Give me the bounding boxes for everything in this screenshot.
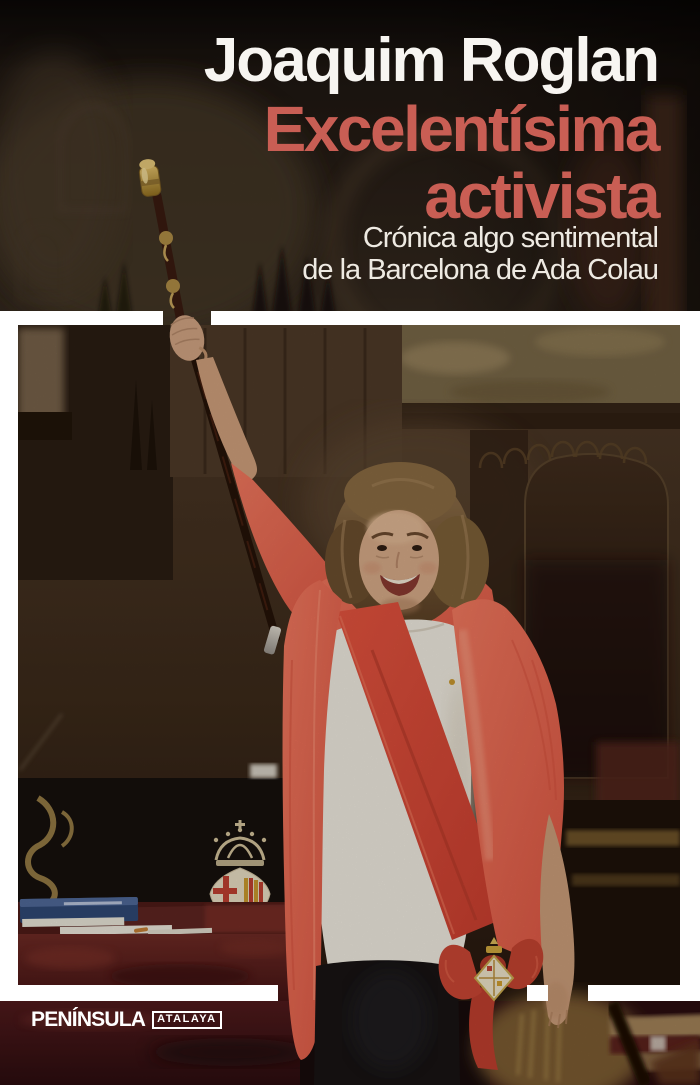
title-line-2: activista	[424, 159, 658, 232]
book-subtitle	[302, 223, 658, 287]
publisher-name: PENÍNSULA	[31, 1008, 146, 1031]
publisher-logo	[31, 1008, 222, 1032]
title-line-1: Excelentísima	[263, 93, 658, 165]
subtitle-line-2: de la Barcelona de Ada Colau	[302, 253, 658, 286]
frame-right-strip	[680, 311, 700, 1001]
subtitle-line-1: Crónica algo sentimental	[362, 222, 658, 254]
author-name: Joaquim Roglan	[203, 26, 658, 95]
frame-left-strip	[0, 311, 18, 1001]
imprint-badge: ATALAYA	[152, 1011, 221, 1029]
book-title	[263, 93, 658, 232]
frame-top-band	[0, 311, 163, 325]
frame-bottom-band	[0, 985, 278, 1001]
